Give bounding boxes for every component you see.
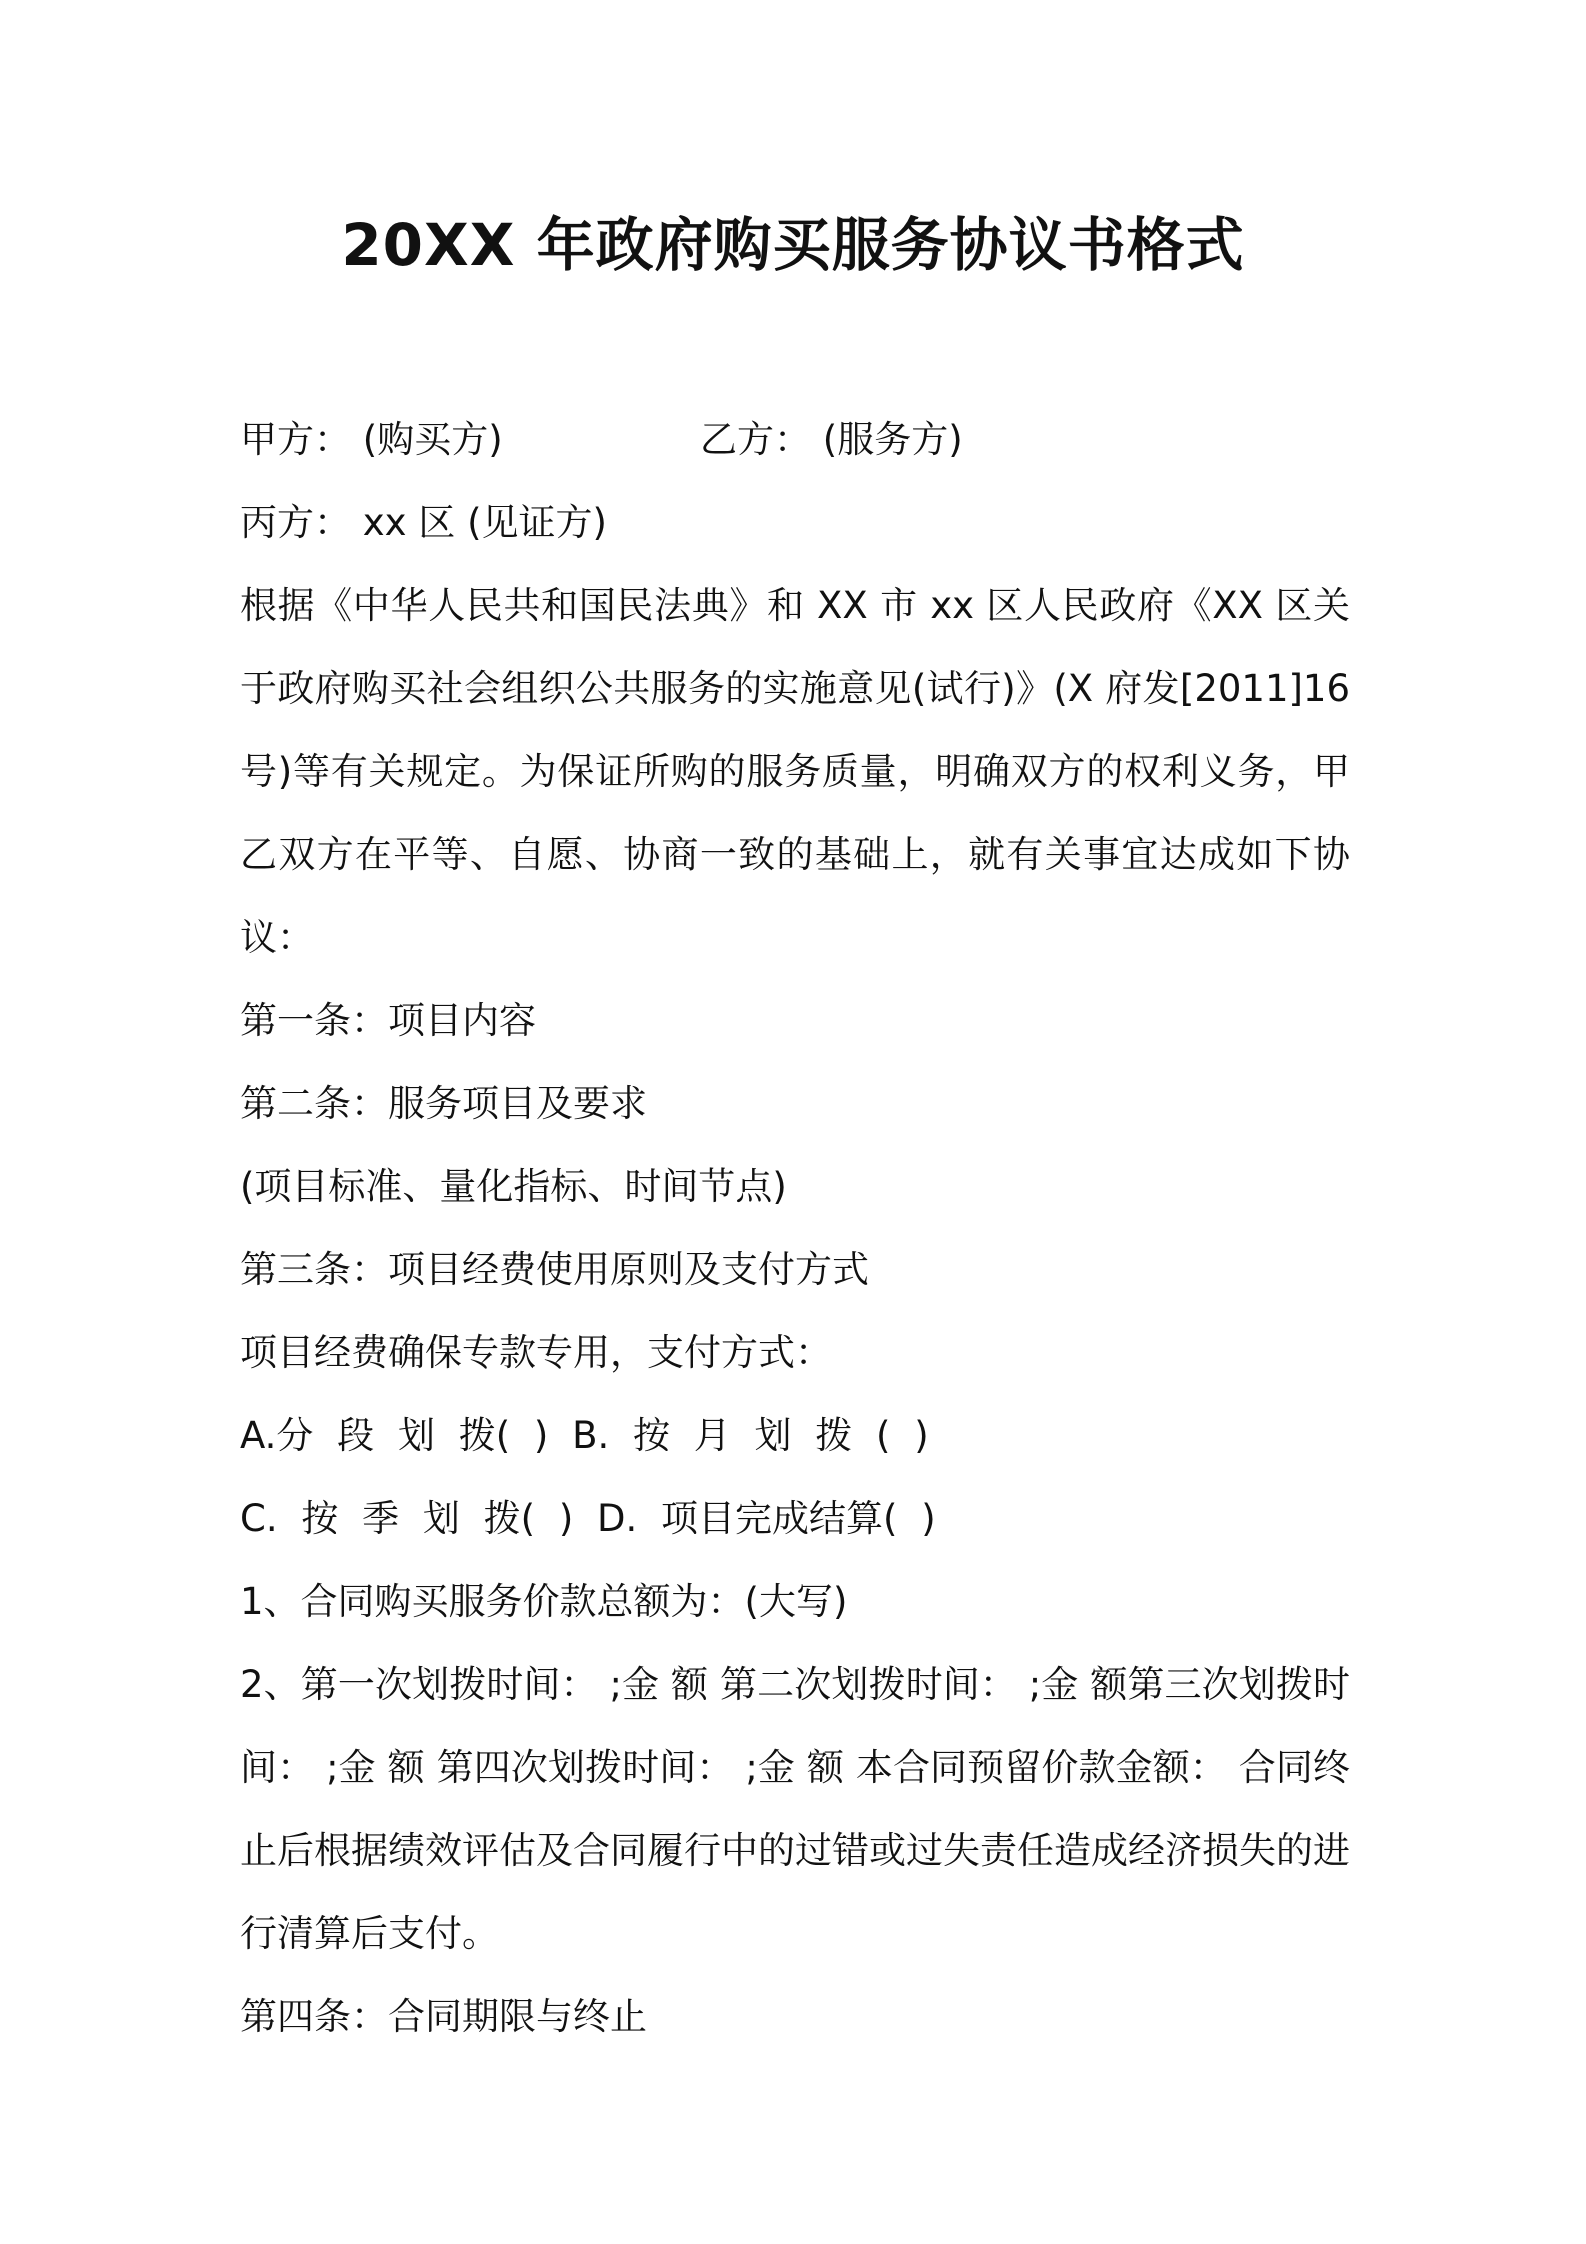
item-1-total-amount: 1、合同购买服务价款总额为：(大写) [240,1580,848,1623]
article-1-heading: 第一条：项目内容 [240,999,536,1042]
item-2-disbursement-schedule: 2、第一次划拨时间： ;金 额 第二次划拨时间： ;金 额第三次划拨时间： ;金 额 第四次划拨时间： ;金 额 本合同预留价款金额： 合同终止后根据绩效评估及合同履行中的过错或过失责任造成经济损失的进行清算后支付。 [240,1663,1350,1955]
parties-row [240,398,1350,481]
article-4-heading: 第四条：合同期限与终止 [240,1995,647,2038]
document-title: 20XX 年政府购买服务协议书格式 [341,211,1245,279]
document-body [240,398,1350,2058]
payment-options-cd: C. 按 季 划 拨( ) D. 项目完成结算( ) [240,1497,936,1540]
party-a: 甲方： (购买方) [240,418,503,461]
article-3-heading: 第三条：项目经费使用原则及支付方式 [240,1248,869,1291]
payment-options-ab: A.分 段 划 拨( ) B. 按 月 划 拨 ( ) [240,1414,929,1457]
party-b: 乙方： (服务方) [700,418,963,461]
party-c: 丙方： xx 区 (见证方) [240,501,607,544]
preamble-paragraph: 根据《中华人民共和国民法典》和 XX 市 xx 区人民政府《XX 区关于政府购买社会组织公共服务的实施意见(试行)》(X 府发[2011]16 号)等有关规定。为保证所购的服务质量，明确双方的权利义务，甲乙双方在平等、自愿、协商一致的基础上，就有关事宜达成如下协议： [240,584,1350,959]
article-2-note: (项目标准、量化指标、时间节点) [240,1165,787,1208]
funding-statement: 项目经费确保专款专用，支付方式： [240,1331,832,1374]
article-2-heading: 第二条：服务项目及要求 [240,1082,647,1125]
